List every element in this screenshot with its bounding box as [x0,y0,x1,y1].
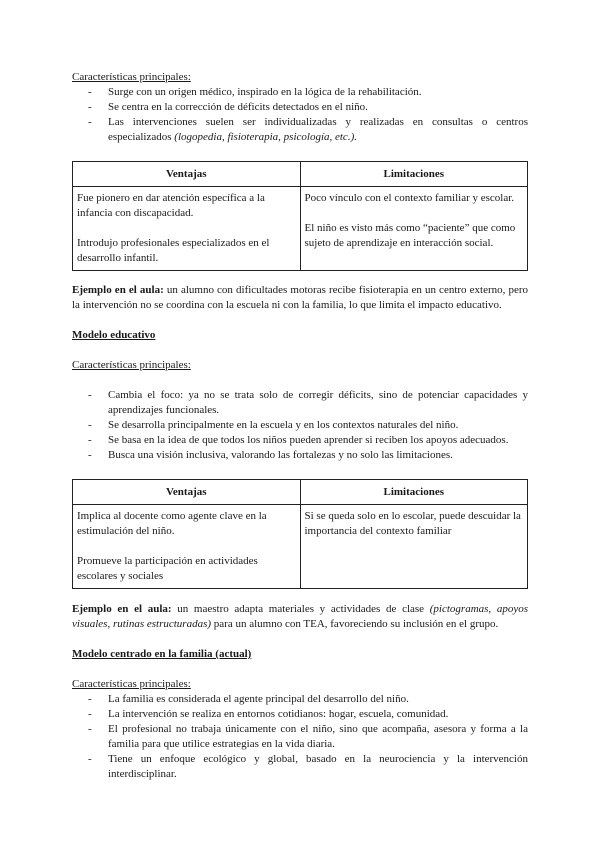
limitacion-item: Poco vínculo con el contexto familiar y escolar. [304,192,515,204]
section3-title: Modelo centrado en la familia (actual) [72,648,252,660]
table-header-limitaciones: Limitaciones [300,480,528,505]
section1-heading: Características principales: [72,71,191,83]
ventaja-item: Promueve la participación en actividades escolares y sociales [77,555,258,582]
table-cell-ventajas [73,187,301,271]
example-text: para un alumno con TEA, favoreciendo su inclusión en el grupo. [211,618,499,630]
section3-heading: Características principales: [72,678,191,690]
section2-table [72,479,528,589]
section2-heading: Características principales: [72,359,191,371]
section2-bullet-list [72,388,528,463]
list-item: - El profesional no trabaja únicamente con el niño, sino que acompaña, asesora y forma a la familia para que utilice estrategias en la vida diaria. [72,722,528,752]
table-header-ventajas: Ventajas [73,162,301,187]
list-item: - Se centra en la corrección de déficits detectados en el niño. [72,100,528,115]
example-label: Ejemplo en el aula: [72,603,172,615]
section1-example [72,283,528,313]
section1-table [72,161,528,271]
section3-bullet-list [72,692,528,782]
limitacion-item: Si se queda solo en lo escolar, puede descuidar la importancia del contexto familiar [304,510,521,537]
ventaja-item: Implica al docente como agente clave en la estimulación del niño. [77,510,267,537]
example-text: un alumno con dificultades motoras recibe fisioterapia en un centro externo, pero la intervención no se coordina con la escuela ni con la familia, lo que limita el impacto educativo. [72,284,529,311]
example-label: Ejemplo en el aula: [72,284,164,296]
list-item: - Se basa en la idea de que todos los niños pueden aprender si reciben los apoyos adecuados. [72,433,528,448]
table-cell-ventajas [73,505,301,589]
list-item: - Busca una visión inclusiva, valorando las fortalezas y no solo las limitaciones. [72,448,528,463]
list-item: - Tiene un enfoque ecológico y global, basado en la neurociencia y la intervención interdisciplinar. [72,752,528,782]
list-item: - La intervención se realiza en entornos cotidianos: hogar, escuela, comunidad. [72,707,528,722]
list-item-text: Las intervenciones suelen ser individualizadas y realizadas en consultas o centros especializados [108,116,528,143]
table-header-limitaciones: Limitaciones [300,162,528,187]
limitacion-item: El niño es visto más como “paciente” que como sujeto de aprendizaje en interacción social. [304,222,516,249]
list-item: - Se desarrolla principalmente en la escuela y en los contextos naturales del niño. [72,418,528,433]
table-header-ventajas: Ventajas [73,480,301,505]
section1-bullet-list [72,85,528,145]
list-item: - La familia es considerada el agente principal del desarrollo del niño. [72,692,528,707]
ventaja-item: Introdujo profesionales especializados en el desarrollo infantil. [77,237,270,264]
ventaja-item: Fue pionero en dar atención específica a la infancia con discapacidad. [77,192,265,219]
example-text: un maestro adapta materiales y actividades de clase [171,603,430,615]
table-cell-limitaciones [300,505,528,589]
example-italic: (pictogramas, apoyos visuales, rutinas estructuradas) [72,603,529,630]
list-item-italic: (logopedia, fisioterapia, psicología, etc.). [174,131,357,143]
list-item: - Cambia el foco: ya no se trata solo de corregir déficits, sino de potenciar capacidades y aprendizajes funcionales. [72,388,528,418]
list-item: - Surge con un origen médico, inspirado en la lógica de la rehabilitación. [72,85,528,100]
table-cell-limitaciones [300,187,528,271]
section2-example [72,602,528,632]
section2-title: Modelo educativo [72,329,156,341]
document-page [72,70,528,782]
list-item [72,115,528,145]
